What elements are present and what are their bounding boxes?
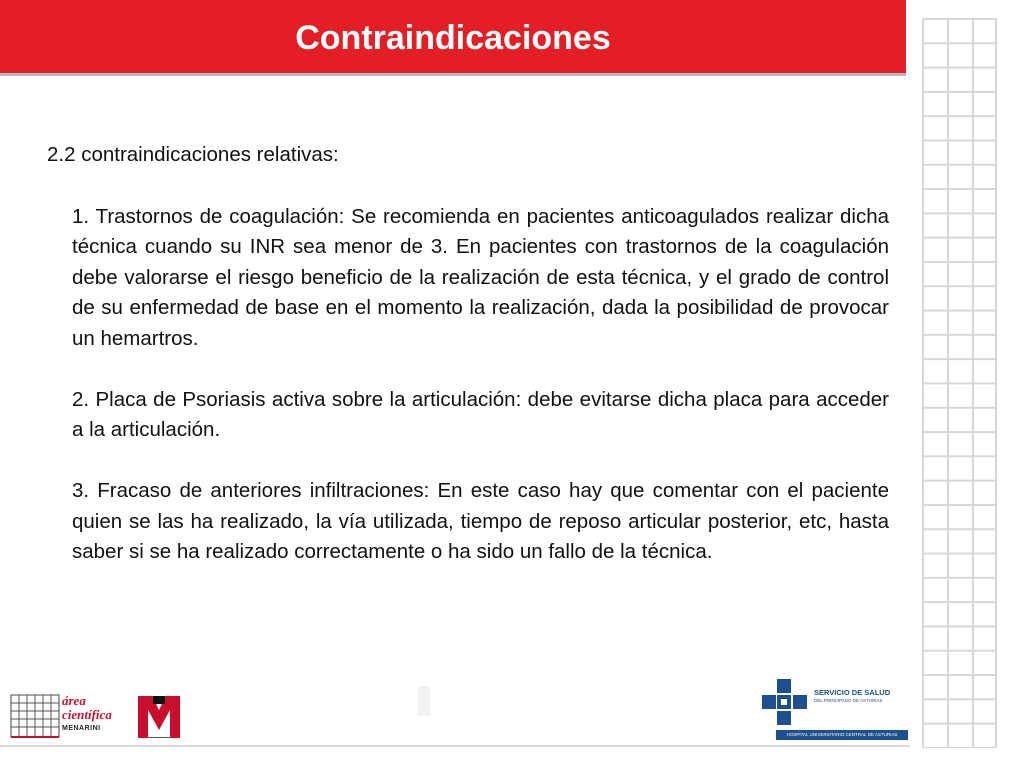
subheading: 2.2 contraindicaciones relativas: <box>47 143 339 166</box>
slide-content <box>47 140 889 598</box>
title-bar <box>0 0 906 76</box>
list-item: 1. Trastornos de coagulación: Se recomienda en pacientes anticoagulados realizar dicha técnica cuando su INR sea menor de 3. En pacientes con trastornos de la coagulación debe valorarse el riesgo beneficio de la realización de esta técnica, y el grado de control de su enfermedad de base en el momento la realización, dada la posibilidad de provocar un hemartros. <box>72 204 889 350</box>
list-item: 3. Fracaso de anteriores infiltraciones: En este caso hay que comentar con el paciente quien se las ha realizado, la vía utilizada, tiempo de reposo articular posterior, etc, hasta saber si se ha realizado correctamente o ha sido un fallo de la técnica. <box>72 479 889 563</box>
footer-divider <box>0 745 910 747</box>
faint-watermark <box>418 686 430 716</box>
area-cientifica-logo <box>10 692 174 742</box>
hospital-line-1: SERVICIO DE SALUD <box>814 688 891 697</box>
hospital-band: HOSPITAL UNIVERSITARIO CENTRAL DE ASTURIAS <box>776 730 908 740</box>
list-item: 2. Placa de Psoriasis activa sobre la articulación: debe evitarse dicha placa para acceder a la articulación. <box>72 387 889 441</box>
menarini-m-icon <box>138 696 180 738</box>
logo-wordmark <box>62 692 128 738</box>
grid-decoration <box>922 18 997 748</box>
grid-logo-icon <box>10 694 60 738</box>
slide-title: Contraindicaciones <box>295 19 611 57</box>
logo-line-3: MENARINI <box>62 725 101 732</box>
hospital-logo <box>760 678 910 744</box>
hospital-line-2: DEL PRINCIPADO DE ASTURIAS <box>814 698 883 703</box>
logo-line-1: área <box>62 693 86 708</box>
health-cross-icon <box>760 678 810 728</box>
logo-line-2: científica <box>62 707 112 722</box>
hospital-wordmark <box>814 688 890 704</box>
